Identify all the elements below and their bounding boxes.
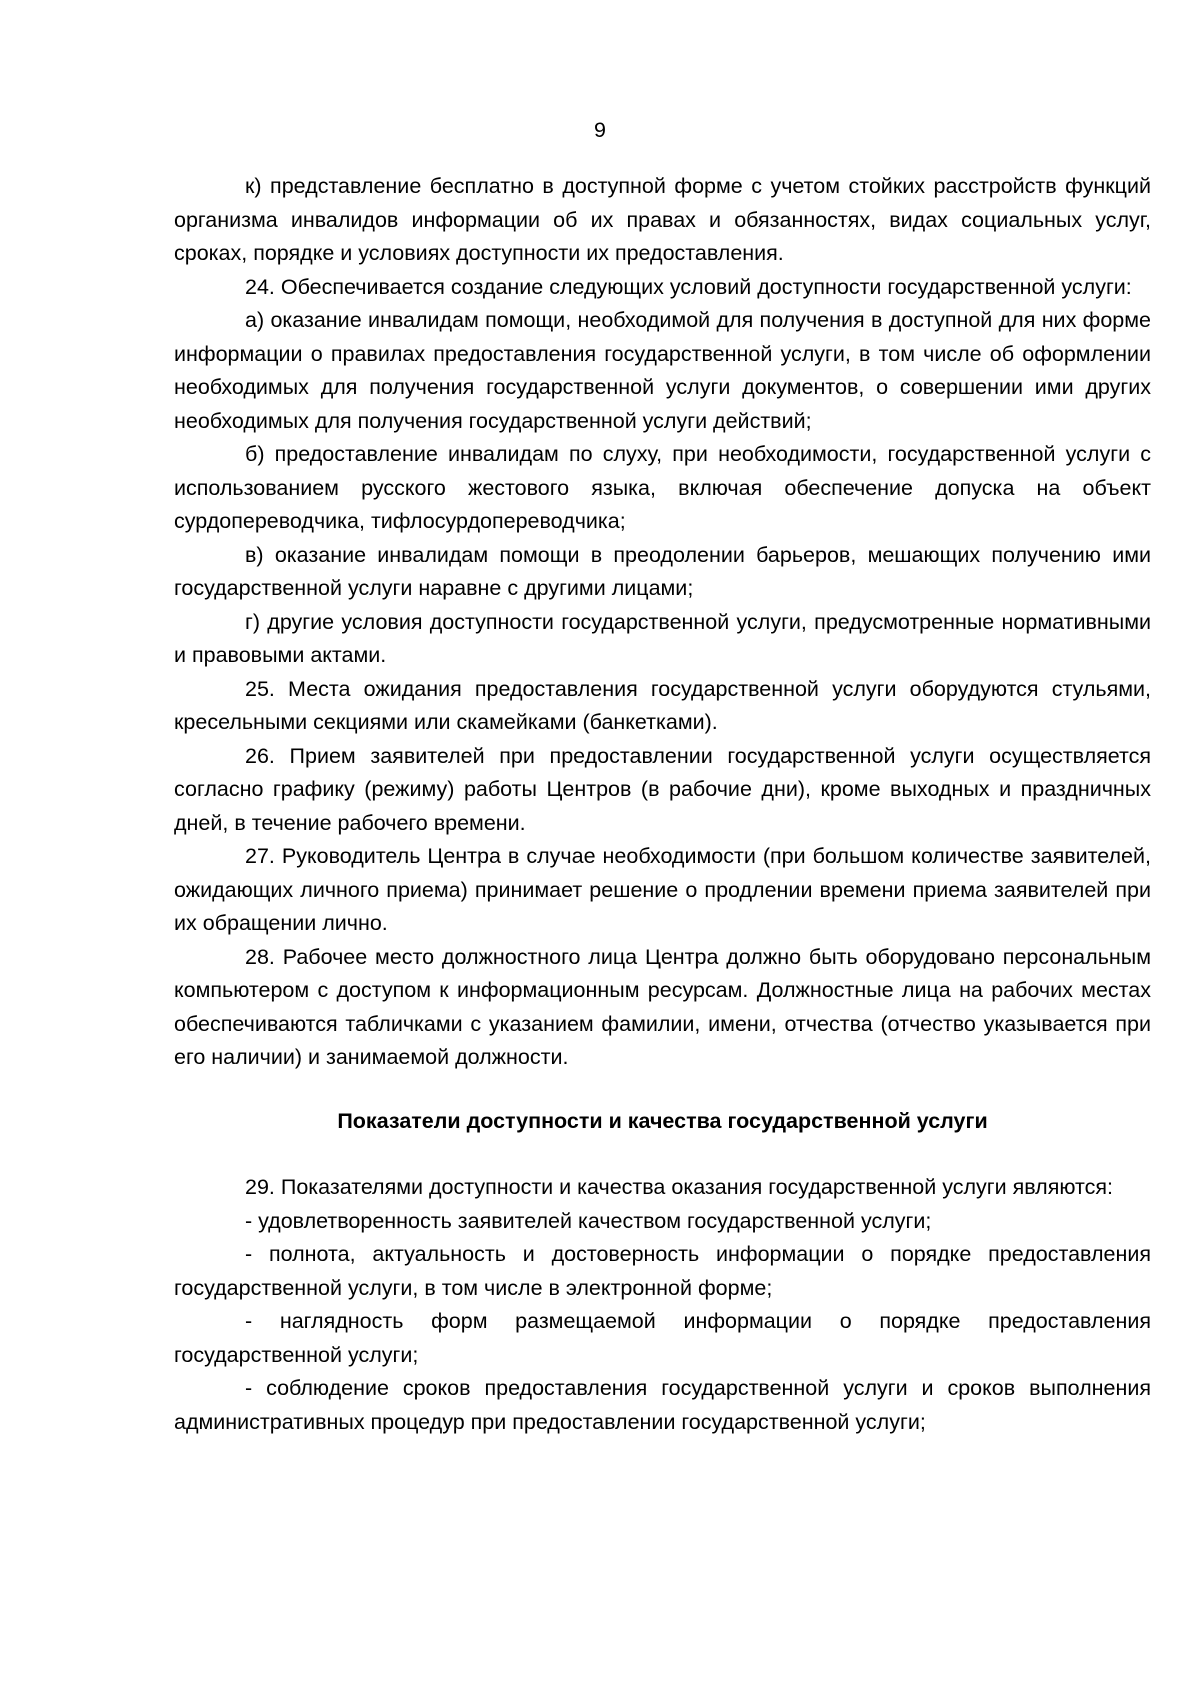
paragraph-25: 25. Места ожидания предоставления государственной услуги оборудуются стульями, кресельными секциями или скамейками (банкетками). [174,676,1151,734]
paragraph-item-g: г) другие условия доступности государственной услуги, предусмотренные нормативными и правовыми актами. [174,609,1151,667]
paragraph-27: 27. Руководитель Центра в случае необходимости (при большом количестве заявителей, ожидающих личного приема) принимает решение о продлении времени приема заявителей при их обращении лично. [174,844,1151,935]
paragraph-24: 24. Обеспечивается создание следующих условий доступности государственной услуги: [245,274,1132,299]
list-item-satisfaction: - удовлетворенность заявителей качеством государственной услуги; [245,1208,932,1233]
paragraph-item-k: к) представление бесплатно в доступной форме с учетом стойких расстройств функций организма инвалидов информации об их правах и обязанностях, видах социальных услуг, сроках, порядке и условиях доступности их предоставления. [174,174,1151,265]
list-item-completeness: - полнота, актуальность и достоверность информации о порядке предоставления государственной услуги, в том числе в электронной форме; [174,1242,1151,1300]
page-number: 9 [594,118,606,142]
paragraph-item-b: б) предоставление инвалидам по слуху, при необходимости, государственной услуги с использованием русского жестового языка, включая обеспечение допуска на объект сурдопереводчика, тифлосурдопереводчика; [174,442,1151,533]
list-item-clarity: - наглядность форм размещаемой информации о порядке предоставления государственной услуги; [174,1309,1151,1367]
paragraph-item-v: в) оказание инвалидам помощи в преодолении барьеров, мешающих получению ими государственной услуги наравне с другими лицами; [174,542,1151,600]
section-heading: Показатели доступности и качества государственной услуги [337,1108,988,1133]
document-body [174,170,1151,1439]
paragraph-28: 28. Рабочее место должностного лица Центра должно быть оборудовано персональным компьютером с доступом к информационным ресурсам. Должностные лица на рабочих местах обеспечиваются табличками с указанием фамилии, имени, отчества (отчество указывается при его наличии) и занимаемой должности. [174,944,1151,1069]
paragraph-26: 26. Прием заявителей при предоставлении государственной услуги осуществляется согласно графику (режиму) работы Центров (в рабочие дни), кроме выходных и праздничных дней, в течение рабочего времени. [174,743,1151,835]
paragraph-item-a: а) оказание инвалидам помощи, необходимой для получения в доступной для них форме информации о правилах предоставления государственной услуги, в том числе об оформлении необходимых для получения государственной услуги документов, о совершении ими других необходимых для получения государственной услуги действий; [174,308,1151,433]
paragraph-29: 29. Показателями доступности и качества оказания государственной услуги являются: [245,1175,1113,1199]
list-item-deadlines: - соблюдение сроков предоставления государственной услуги и сроков выполнения административных процедур при предоставлении государственной услуги; [174,1376,1151,1434]
